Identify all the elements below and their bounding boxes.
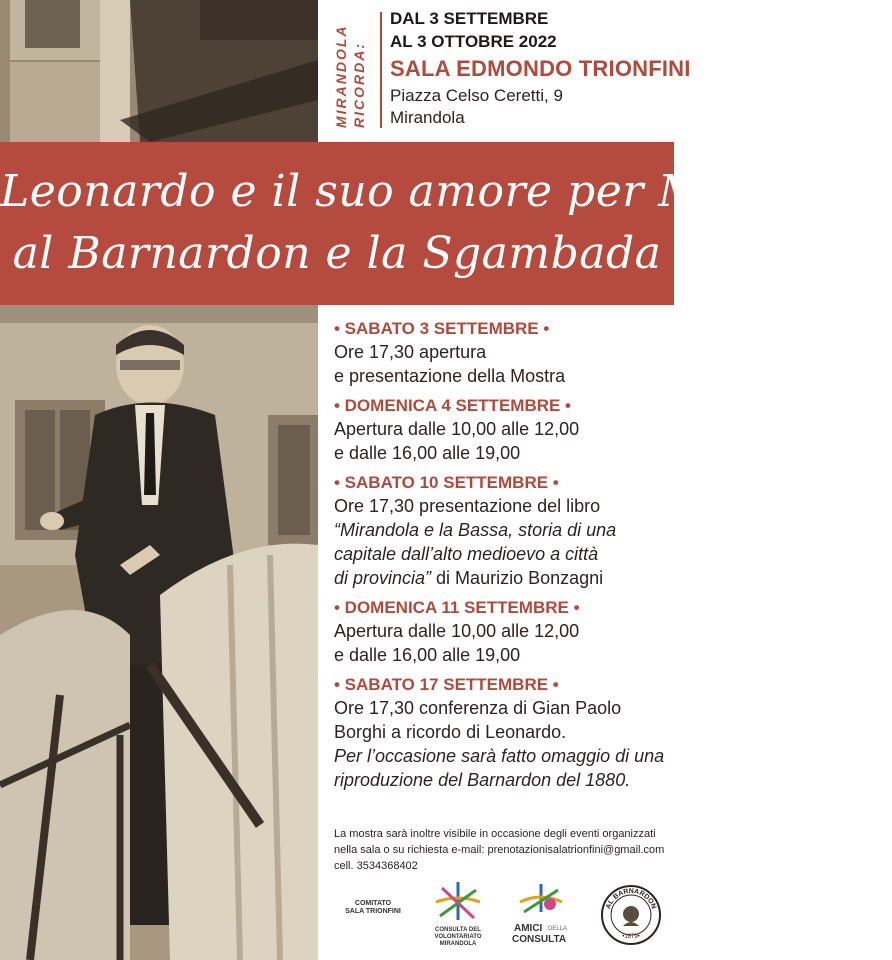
address-city: Mirandola: [390, 108, 465, 127]
comitato-logo: [334, 900, 412, 916]
barnardon-seal-icon: [600, 884, 662, 946]
amici-mark-icon: [510, 882, 572, 918]
event-detail: Apertura dalle 10,00 alle 12,00: [334, 419, 580, 439]
note-line: nella sala o su richiesta e-mail: prenotazionisalatrionfini@gmail.com: [334, 844, 665, 856]
header-photo: [0, 0, 318, 142]
amici-text: CONSULTA: [512, 934, 567, 945]
visibility-note: [334, 826, 668, 874]
event-detail: e presentazione della Mostra: [334, 366, 566, 386]
consulta-text: VOLONTARIATO: [434, 934, 482, 940]
speaker-photo-illustration: [0, 305, 318, 960]
date-to: AL 3 OTTOBRE 2022: [390, 32, 557, 51]
book-title: capitale dall’alto medioevo a città: [334, 544, 599, 564]
consulta-mark-icon: [428, 880, 488, 922]
building-photo-illustration: [0, 0, 318, 142]
event-item: [334, 318, 670, 388]
comitato-text: SALA TRIONFINI: [345, 908, 401, 915]
amici-consulta-logo: [510, 882, 572, 947]
consulta-text: MIRANDOLA: [439, 941, 477, 947]
event-date: • SABATO 3 SETTEMBRE •: [334, 319, 550, 338]
event-detail: e dalle 16,00 alle 19,00: [334, 645, 521, 665]
gift-note: riproduzione del Barnardon del 1880.: [334, 770, 631, 790]
address-street: Piazza Celso Ceretti, 9: [390, 86, 563, 105]
event-date: • SABATO 17 SETTEMBRE •: [334, 675, 559, 694]
title-band: [0, 142, 892, 305]
gift-note: Per l’occasione sarà fatto omaggio di una: [334, 746, 665, 766]
amici-text: DELLA: [548, 926, 568, 932]
main-photo: [0, 305, 318, 960]
event-item: [334, 472, 670, 590]
seal-year: •1879•: [622, 934, 640, 940]
event-detail: Apertura dalle 10,00 alle 12,00: [334, 621, 580, 641]
header-divider: [380, 12, 382, 128]
event-detail: e dalle 16,00 alle 19,00: [334, 443, 521, 463]
book-author: di Maurizio Bonzagni: [431, 568, 604, 588]
event-detail: Ore 17,30 presentazione del libro: [334, 496, 601, 516]
date-from: DAL 3 SETTEMBRE: [390, 9, 549, 28]
seal-title: AL BARNARDON: [604, 887, 658, 910]
note-line: cell. 3534368402: [334, 860, 418, 872]
event-date: • DOMENICA 4 SETTEMBRE •: [334, 396, 572, 415]
event-item: [334, 395, 670, 465]
event-item: [334, 674, 670, 792]
consulta-text: CONSULTA DEL: [435, 927, 481, 933]
vertical-label-ricorda: RICORDA:: [351, 42, 367, 128]
consulta-volontariato-logo: [428, 880, 488, 948]
title-line-2: al Barnardon e la Sgambada: [12, 228, 662, 279]
al-barnardon-seal: [600, 884, 662, 946]
book-title: “Mirandola e la Bassa, storia di una: [334, 520, 617, 540]
title-line-1: Leonardo e il suo amore per Mirandola: [0, 166, 892, 217]
amici-text: AMICI: [514, 923, 543, 934]
note-line: La mostra sarà inoltre visibile in occasione degli eventi organizzati: [334, 828, 656, 840]
event-item: [334, 597, 670, 667]
venue-name: SALA EDMONDO TRIONFINI: [390, 56, 691, 81]
book-title-end: di provincia”: [334, 568, 432, 588]
event-date: • DOMENICA 11 SETTEMBRE •: [334, 598, 580, 617]
event-detail: [334, 566, 670, 590]
mirandola-ricorda-label: [332, 12, 374, 130]
event-detail: Ore 17,30 conferenza di Gian Paolo: [334, 698, 622, 718]
event-list: [334, 318, 670, 799]
event-date: • SABATO 10 SETTEMBRE •: [334, 473, 559, 492]
comitato-text: COMITATO: [354, 900, 392, 907]
vertical-label-mirandola: MIRANDOLA: [333, 24, 349, 128]
event-detail: Borghi a ricordo di Leonardo.: [334, 722, 567, 742]
event-detail: Ore 17,30 apertura: [334, 342, 487, 362]
